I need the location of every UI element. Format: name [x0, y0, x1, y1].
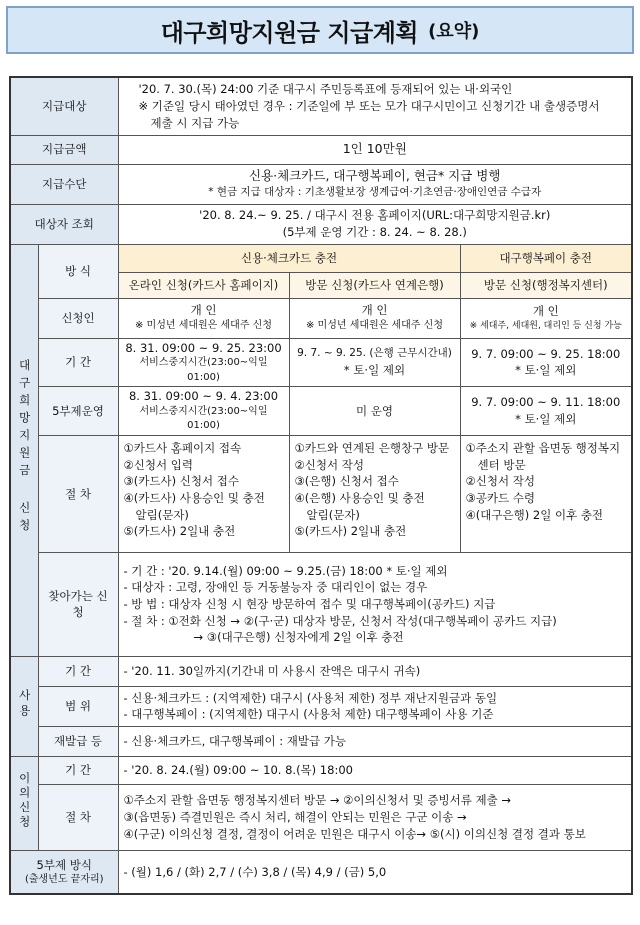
use-period-label: 기 간: [38, 656, 118, 686]
use-period-value: - '20. 11. 30일까지(기간내 미 사용시 잔액은 대구시 귀속): [118, 656, 632, 686]
objection-period-label: 기 간: [38, 756, 118, 784]
visit-line: - 대상자 : 고령, 장애인 등 거동불능자 중 대리인이 없는 경우: [123, 580, 428, 595]
proc-center-step: ②신청서 작성: [465, 474, 536, 489]
objection-proc-label: 절 차: [38, 784, 118, 850]
period-online-range: 8. 31. 09:00 ~ 9. 25. 23:00: [125, 340, 282, 355]
applicant-row: [10, 298, 632, 338]
amount-value: 1인 10만원: [118, 135, 632, 164]
objection-group-text: 이의신청: [17, 772, 32, 830]
pay-header: 대구행복페이 충전: [460, 244, 632, 272]
visit-apply-content: [118, 552, 632, 656]
plan-table: [9, 76, 633, 895]
proc-online-step: 알림(문자): [135, 507, 189, 522]
proc-online-step: ⑤(카드사) 2일내 충전: [123, 524, 236, 539]
use-scope-content: [118, 686, 632, 726]
reissue-row: [10, 726, 632, 756]
visit-line: - 방 법 : 대상자 신청 시 현장 방문하여 접수 및 대구행복페이(공카드) 지급: [123, 597, 496, 611]
visit-line: - 기 간 : '20. 9.14.(월) 09:00 ~ 9.25.(금) 18:00 * 토·일 제외: [123, 563, 448, 578]
five-bank: 미 운영: [289, 387, 460, 436]
applicant-label: 신청인: [38, 298, 118, 338]
lookup-label: 대상자 조회: [10, 204, 118, 244]
means-line2: * 현금 지급 대상자 : 기초생활보장 생계급여·기초연금·장애인연금 수급자: [208, 186, 542, 199]
five-system-row: [10, 850, 632, 894]
five-online: [118, 387, 289, 436]
period-bank-note: * 토·일 제외: [343, 362, 406, 377]
objection-step: ③(읍면동) 즉결민원은 즉시 처리, 해결이 안되는 민원은 구군 이송 →: [123, 810, 467, 824]
objection-period-row: [10, 756, 632, 784]
visit-line: → ③(대구은행) 신청자에게 2일 이후 충전: [193, 630, 404, 645]
target-row: [10, 77, 632, 135]
procedure-center: [460, 435, 632, 552]
applicant-online: [118, 298, 289, 338]
five-system-subtitle: (출생년도 끝자리): [24, 874, 104, 886]
proc-center-step: ①주소지 관할 읍면동 행정복지: [465, 440, 621, 455]
procedure-online: [118, 435, 289, 552]
five-online-note: 서비스중지시간(23:00~익일 01:00): [139, 405, 268, 432]
target-line3: 제출 시 지급 가능: [150, 115, 240, 130]
period-bank: [289, 338, 460, 387]
applicant-bank: [289, 298, 460, 338]
lookup-content: [118, 204, 632, 244]
reissue-label: 재발급 등: [38, 726, 118, 756]
period-center-note: * 토·일 제외: [515, 363, 577, 378]
objection-group-label: [10, 756, 38, 850]
visit-apply-row: [10, 552, 632, 656]
period-online: [118, 338, 289, 387]
use-scope-pay: - 대구행복페이 : (지역제한) 대구시 (사용처 제한) 대구행복페이 사용 기준: [123, 707, 494, 722]
bank-visit-header: 방문 신청(카드사 연계은행): [289, 272, 460, 298]
applicant-center: [460, 298, 632, 338]
procedure-label: 절 차: [38, 435, 118, 552]
period-online-note: 서비스중지시간(23:00~익일 01:00): [139, 357, 268, 383]
objection-proc-row: [10, 784, 632, 850]
lookup-line1: '20. 8. 24.~ 9. 25. / 대구시 전용 홈페이지(URL:대구희망지원금.kr): [199, 208, 551, 223]
objection-step: ④(구군) 이의신청 결정, 결정이 어려운 민원은 대구시 이송→ ⑤(시) 이의신청 결정 결과 통보: [123, 826, 586, 841]
means-row: [10, 164, 632, 204]
five-system-title: 5부제 방식: [36, 857, 92, 872]
applicant-center-note: ※ 세대주, 세대원, 대리인 등 신청 가능: [469, 320, 622, 331]
five-center: [460, 387, 632, 436]
proc-bank-step: 알림(문자): [306, 507, 360, 522]
means-label: 지급수단: [10, 164, 118, 204]
use-scope-row: [10, 686, 632, 726]
method-label: 방 식: [38, 244, 118, 298]
center-visit-header: 방문 신청(행정복지센터): [460, 272, 632, 298]
reissue-value: - 신용·체크카드, 대구행복페이 : 재발급 가능: [118, 726, 632, 756]
five-system-label: [10, 850, 118, 894]
period-center: [460, 338, 632, 387]
proc-bank-step: ②신청서 작성: [294, 457, 365, 472]
target-line2: ※ 기준일 당시 태아였던 경우 : 기준일에 부 또는 모가 대구시민이고 신청기간 내 출생증명서: [138, 98, 600, 113]
period-center-range: 9. 7. 09:00 ~ 9. 25. 18:00: [471, 346, 621, 361]
five-center-note: * 토·일 제외: [515, 412, 577, 426]
apply-period-row: [10, 338, 632, 387]
applicant-online-text: 개 인: [190, 303, 217, 318]
five-day-label: 5부제운영: [38, 387, 118, 436]
use-scope-card: - 신용·체크카드 : (지역제한) 대구시 (사용처 제한) 정부 재난지원금과 동일: [123, 690, 498, 705]
target-label: 지급대상: [10, 77, 118, 135]
objection-step: ①주소지 관할 읍면동 행정복지센터 방문 → ②이의신청서 및 증빙서류 제출 →: [123, 793, 511, 808]
amount-row: [10, 135, 632, 164]
lookup-row: [10, 204, 632, 244]
apply-group-text: 대구희망지원금 신청: [17, 359, 32, 537]
apply-period-label: 기 간: [38, 338, 118, 387]
proc-center-step: 센터 방문: [477, 457, 526, 472]
objection-period-value: - '20. 8. 24.(월) 09:00 ~ 10. 8.(목) 18:00: [118, 756, 632, 784]
five-center-range: 9. 7. 09:00 ~ 9. 11. 18:00: [471, 395, 621, 410]
proc-online-step: ④(카드사) 사용승인 및 충전: [123, 490, 265, 505]
visit-apply-label: 찾아가는 신 청: [38, 552, 118, 656]
period-bank-range: 9. 7. ~ 9. 25. (은행 근무시간내): [297, 347, 452, 360]
use-scope-label: 범 위: [38, 686, 118, 726]
applicant-bank-text: 개 인: [361, 303, 388, 318]
applicant-online-note: ※ 미성년 세대원은 세대주 신청: [134, 320, 272, 332]
procedure-row: [10, 435, 632, 552]
page-title: 대구희망지원금 지급계획: [160, 18, 419, 47]
use-group-text: 사용: [17, 688, 32, 720]
apply-group-label: [10, 244, 38, 656]
use-group-label: [10, 656, 38, 756]
five-system-value: - (월) 1,6 / (화) 2,7 / (수) 3,8 / (목) 4,9 / (금) 5,0: [118, 850, 632, 894]
online-apply-header: 온라인 신청(카드사 홈페이지): [118, 272, 289, 298]
proc-online-step: ①카드사 홈페이지 접속: [123, 440, 242, 455]
five-online-range: 8. 31. 09:00 ~ 9. 4. 23:00: [128, 389, 279, 404]
target-line1: '20. 7. 30.(목) 24:00 기준 대구시 주민등록표에 등재되어 있는 내·외국인: [138, 82, 513, 97]
visit-line: - 절 차 : ①전화 신청 → ②(구·군) 대상자 방문, 신청서 작성(대구행복페이 공카드 지급): [123, 613, 557, 628]
card-header: 신용·체크카드 충전: [118, 244, 460, 272]
use-period-row: [10, 656, 632, 686]
procedure-bank: [289, 435, 460, 552]
proc-online-step: ②신청서 입력: [123, 457, 194, 472]
means-line1: 신용·체크카드, 대구행복페이, 현금* 지급 병행: [249, 168, 501, 184]
title-banner: [6, 6, 634, 54]
proc-bank-step: ⑤(카드사) 2일내 충전: [294, 524, 407, 539]
proc-bank-step: ①카드와 연계된 은행창구 방문: [294, 440, 450, 455]
proc-online-step: ③(카드사) 신청서 접수: [123, 474, 239, 489]
five-day-row: [10, 387, 632, 436]
objection-proc-content: [118, 784, 632, 850]
lookup-line2: (5부제 운영 기간 : 8. 24. ~ 8. 28.): [282, 225, 467, 239]
applicant-center-text: 개 인: [532, 304, 559, 319]
page-subtitle: (요약): [428, 21, 480, 42]
amount-label: 지급금액: [10, 135, 118, 164]
applicant-bank-note: ※ 미성년 세대원은 세대주 신청: [305, 320, 443, 332]
proc-bank-step: ③(은행) 신청서 접수: [294, 474, 399, 489]
target-content: [118, 77, 632, 135]
method-header-row: [10, 244, 632, 272]
means-content: [118, 164, 632, 204]
proc-center-step: ③공카드 수령: [465, 490, 536, 505]
proc-bank-step: ④(은행) 사용승인 및 충전: [294, 490, 425, 505]
proc-center-step: ④(대구은행) 2일 이후 충전: [465, 507, 604, 522]
